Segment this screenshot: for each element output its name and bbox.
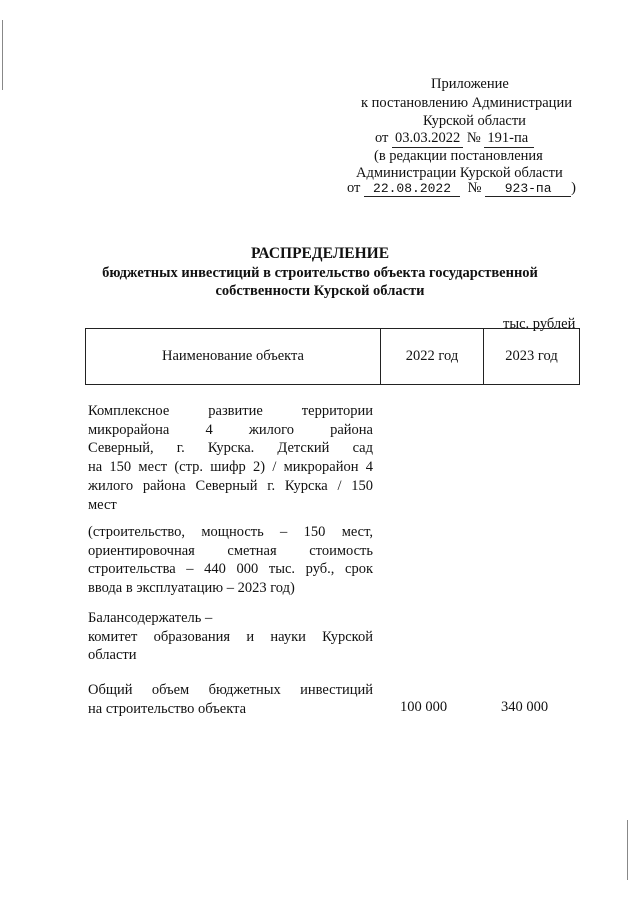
scan-right-edge xyxy=(627,820,628,880)
document-subtitle-2: собственности Курской области xyxy=(215,283,425,299)
revision-number-sign: № xyxy=(467,180,482,196)
scan-left-edge xyxy=(2,20,3,90)
resolution-number: 191-па xyxy=(484,130,534,148)
value-2023: 340 000 xyxy=(501,699,549,715)
document-title: РАСПРЕДЕЛЕНИЕ xyxy=(250,245,390,262)
appendix-label: Приложение xyxy=(431,76,509,92)
revision-number: 923-па xyxy=(485,181,571,197)
resolution-date: 03.03.2022 xyxy=(392,130,463,148)
object-description: Комплексное развитие территории микрорайона 4 жилого района Северный, г. Курска. Детский сад на 150 мест (стр. шифр 2) / микрорайон 4 жилого района Северный г. Курска / 150 мест xyxy=(88,403,373,513)
object-details: (строительство, мощность – 150 мест, ориентировочная сметная стоимость строительства – 440 000 тыс. руб., срок ввода в эксплуатацию – 2023 год) xyxy=(88,524,373,597)
table-header xyxy=(85,328,580,385)
revision-from-label: от xyxy=(347,180,361,196)
balance-holder: Балансодержатель – комитет образования и науки Курской области xyxy=(88,610,373,664)
revision-ref xyxy=(347,180,576,197)
approval-line-2: к постановлению Администрации xyxy=(361,95,572,111)
column-header-2023: 2023 год xyxy=(484,329,580,385)
value-2022: 100 000 xyxy=(400,699,448,715)
revision-line-2: Администрации Курской области xyxy=(356,165,563,181)
document-subtitle-1: бюджетных инвестиций в строительство объекта государственной xyxy=(102,265,538,281)
revision-date: 22.08.2022 xyxy=(364,181,460,197)
column-header-2022: 2022 год xyxy=(381,329,484,385)
resolution-ref xyxy=(375,130,534,148)
revision-close-paren: ) xyxy=(571,180,576,196)
units-label: тыс. рублей xyxy=(503,316,576,332)
number-sign: № xyxy=(466,130,481,146)
column-header-name: Наименование объекта xyxy=(86,329,381,385)
revision-line-1: (в редакции постановления xyxy=(374,148,543,164)
approval-line-3: Курской области xyxy=(423,113,526,129)
from-label: от xyxy=(375,130,389,146)
total-investment-label: Общий объем бюджетных инвестиций на строительство объекта xyxy=(88,682,373,717)
